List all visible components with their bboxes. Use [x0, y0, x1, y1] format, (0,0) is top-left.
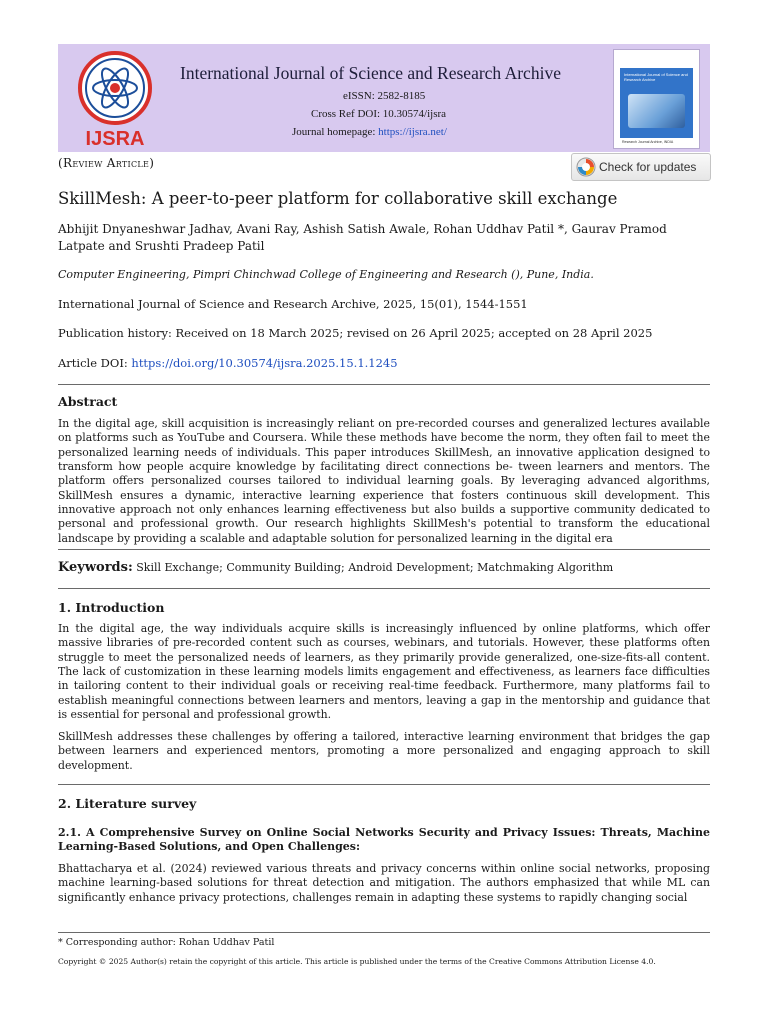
article-type: (Review Article) [58, 156, 155, 170]
author-list: Abhijit Dnyaneshwar Jadhav, Avani Ray, Ashish Satish Awale, Rohan Uddhav Patil *, Gaurav Pramod Latpate and Srushti Pradeep Patil [58, 222, 667, 253]
keywords [58, 560, 613, 575]
doi-label: Article DOI: [58, 356, 132, 370]
literature-subheading: 2.1. A Comprehensive Survey on Online Social Networks Security and Privacy Issues: Threats, Machine Learning-Based Solutions, and Open Challenges: [58, 826, 710, 853]
keywords-label: Keywords: [58, 560, 133, 575]
journal-header-banner [58, 44, 710, 152]
homepage-label: Journal homepage: [292, 126, 379, 138]
doi-link[interactable]: https://doi.org/10.30574/ijsra.2025.15.1.1245 [131, 356, 398, 370]
journal-title: International Journal of Science and Research Archive [180, 63, 561, 83]
crossmark-icon [576, 157, 596, 177]
introduction-heading: 1. Introduction [58, 600, 165, 615]
crossref-doi: Cross Ref DOI: 10.30574/ijsra [311, 108, 447, 120]
copyright-notice: Copyright © 2025 Author(s) retain the copyright of this article. This article is published under the terms of the Creative Commons Attribution License 4.0. [58, 957, 656, 966]
divider [58, 784, 710, 785]
article-title: SkillMesh: A peer-to-peer platform for collaborative skill exchange [58, 189, 618, 208]
citation: International Journal of Science and Research Archive, 2025, 15(01), 1544-1551 [58, 297, 528, 311]
cover-title: International Journal of Science and Research Archive [624, 72, 688, 82]
footnote-divider [58, 932, 710, 933]
cover-publisher: Research Journal Archive, INDIA [622, 140, 674, 144]
divider [58, 588, 710, 589]
atom-logo-icon [68, 50, 162, 148]
logo-text: IJSRA [85, 128, 145, 148]
ijsra-logo [68, 50, 162, 148]
cover-image [628, 94, 685, 128]
check-for-updates-button[interactable] [571, 153, 711, 181]
journal-homepage [292, 126, 447, 138]
introduction-paragraph: SkillMesh addresses these challenges by offering a tailored, interactive learning environment that bridges the gap between learners and experienced mentors, promoting a more personalized and engaging approach to skill development. [58, 730, 710, 772]
publication-history: Publication history: Received on 18 March 2025; revised on 26 April 2025; accepted on 28 April 2025 [58, 326, 653, 340]
introduction-paragraph: In the digital age, the way individuals acquire skills is increasingly influenced by online platforms, which offer massive libraries of pre-recorded content such as courses, webinars, and tutorials. However, these platforms often struggle to meet the personalized needs of learners, as they primarily provide generalized, one-size-fits-all content. The lack of customization in these learning models limits engagement and effectiveness, as learners face difficulties in tailoring content to their individual goals or receiving real-time feedback. Furthermore, many platforms fail to establish meaningful connections between learners and mentors, leaving a gap in the mentorship and guidance that is essential for personal and professional growth. [58, 622, 710, 722]
literature-paragraph: Bhattacharya et al. (2024) reviewed various threats and privacy concerns within online social networks, proposing machine learning-based solutions for threat detection and mitigation. The authors emphasized that while ML can significantly enhance privacy protections, challenges remain in adapting these systems to rapidly changing social [58, 862, 710, 904]
abstract-heading: Abstract [58, 394, 118, 409]
keywords-text: Skill Exchange; Community Building; Android Development; Matchmaking Algorithm [132, 561, 614, 574]
eissn: eISSN: 2582-8185 [343, 90, 426, 102]
affiliation: Computer Engineering, Pimpri Chinchwad College of Engineering and Research (), Pune, India. [58, 268, 594, 281]
journal-cover-thumbnail [613, 49, 700, 149]
literature-heading: 2. Literature survey [58, 796, 197, 811]
divider [58, 549, 710, 550]
article-doi [58, 356, 398, 370]
corresponding-author-note: * Corresponding author: Rohan Uddhav Patil [58, 937, 275, 948]
divider [58, 384, 710, 385]
check-for-updates-label: Check for updates [599, 160, 697, 174]
homepage-link[interactable]: https://ijsra.net/ [378, 126, 447, 138]
abstract-text: In the digital age, skill acquisition is increasingly reliant on pre-recorded courses and generalized lectures available on platforms such as YouTube and Coursera. While these methods have become the norm, they often fail to meet the personalized learning needs of individuals. This paper introduces SkillMesh, an innovative application designed to transform how people acquire knowledge by facilitating direct connections be- tween learners and mentors. The platform offers personalized courses tailored to individual learning goals. By leveraging advanced algorithms, SkillMesh ensures a dynamic, interactive learning experience that fosters continuous skill development. This innovative approach not only enhances learning effectiveness but also builds a supportive community dedicated to personal and professional growth. Our research highlights SkillMesh's potential to transform the educational landscape by providing a scalable and adaptable solution for personalized learning in the digital era [58, 417, 710, 545]
